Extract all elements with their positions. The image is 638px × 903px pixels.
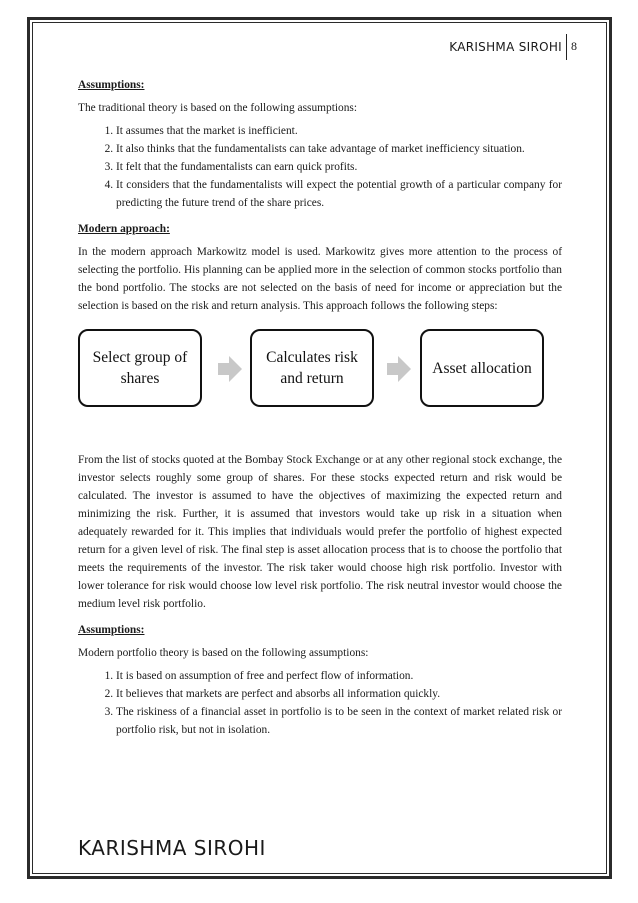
list-item: 2. It also thinks that the fundamentalists can take advantage of market inefficiency situation. bbox=[116, 140, 562, 158]
list-item: 4. It considers that the fundamentalists will expect the potential growth of a particular company for predicting the future trend of the share prices. bbox=[116, 176, 562, 212]
modern-assumptions-list bbox=[78, 667, 562, 739]
arrow-right-icon bbox=[218, 356, 242, 382]
header-separator bbox=[566, 34, 567, 60]
arrow-right-icon bbox=[387, 356, 411, 382]
list-item: 3. It felt that the fundamentalists can earn quick profits. bbox=[116, 158, 562, 176]
page-content bbox=[78, 69, 562, 743]
section-intro: Modern portfolio theory is based on the following assumptions: bbox=[78, 647, 369, 659]
section-heading-modern-approach: Modern approach: bbox=[78, 223, 170, 235]
section-heading-assumptions: Assumptions: bbox=[78, 79, 145, 91]
flow-step-asset-allocation: Asset allocation bbox=[420, 329, 544, 407]
list-item: 2. It believes that markets are perfect and absorbs all information quickly. bbox=[116, 685, 562, 703]
traditional-assumptions-list bbox=[78, 122, 562, 212]
process-flow-diagram bbox=[78, 329, 562, 439]
footer-author-name: KARISHMA SIROHI bbox=[78, 836, 266, 860]
list-item: 3. The riskiness of a financial asset in portfolio is to be seen in the context of market related risk or portfolio risk, but not in isolation. bbox=[116, 703, 562, 739]
list-item: 1. It is based on assumption of free and perfect flow of information. bbox=[116, 667, 562, 685]
list-item: 1. It assumes that the market is inefficient. bbox=[116, 122, 562, 140]
process-explanation-paragraph: From the list of stocks quoted at the Bombay Stock Exchange or at any other regional stock exchange, the investor selects roughly some group of shares. For these stocks expected return and risk would be calculated. The investor is assumed to have the objectives of maximizing the expected return and minimizing the risk. Further, it is assumed that investors would take up risk in a situation when adequately rewarded for it. This implies that individuals would prefer the portfolio of highest expected return for a given level of risk. The final step is asset allocation process that is to choose the portfolio that meets the requirements of the investor. The risk taker would choose high risk portfolio. Investor with lower tolerance for risk would choose low level risk portfolio. The risk neutral investor would choose the medium level risk portfolio. bbox=[78, 454, 562, 610]
page-number: 8 bbox=[571, 39, 577, 53]
flow-step-calculate-risk: Calculates risk and return bbox=[250, 329, 374, 407]
modern-approach-paragraph: In the modern approach Markowitz model is used. Markowitz gives more attention to the process of selecting the portfolio. His planning can be applied more in the selection of common stocks portfolio than the bond portfolio. The stocks are not selected on the basis of need for income or appreciation but the selection is based on the risk and return analysis. This approach follows the following steps: bbox=[78, 246, 562, 312]
flow-step-select-shares: Select group of shares bbox=[78, 329, 202, 407]
section-heading-assumptions-modern: Assumptions: bbox=[78, 624, 145, 636]
header-author-name: KARISHMA SIROHI bbox=[449, 40, 562, 54]
section-intro: The traditional theory is based on the following assumptions: bbox=[78, 102, 358, 114]
